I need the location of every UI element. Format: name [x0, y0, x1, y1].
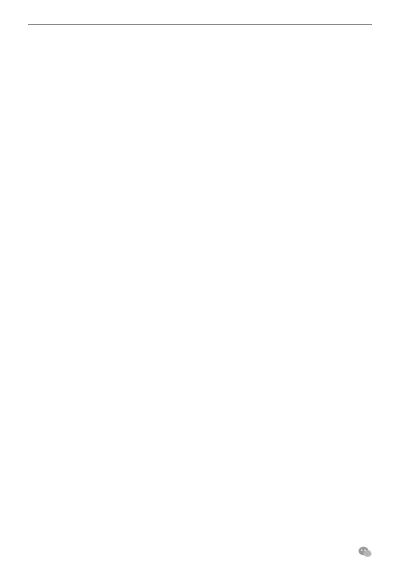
paragraph — [28, 91, 192, 101]
paragraph — [208, 112, 372, 122]
paragraph — [208, 40, 372, 50]
running-header — [28, 10, 372, 25]
paragraph — [208, 122, 372, 132]
paragraph — [208, 101, 372, 111]
paragraph — [28, 50, 192, 60]
paragraph — [208, 30, 372, 40]
paragraph — [208, 132, 372, 142]
paragraph — [28, 81, 192, 91]
paragraph — [28, 30, 192, 40]
paragraph — [208, 81, 372, 91]
paragraph — [208, 142, 372, 152]
paragraph — [28, 71, 192, 81]
paragraph — [28, 122, 192, 132]
two-column-body — [28, 30, 372, 530]
wechat-icon — [358, 546, 372, 558]
paragraph — [208, 61, 372, 71]
paragraph — [28, 61, 192, 71]
paragraph — [208, 91, 372, 101]
watermark — [358, 546, 376, 558]
paragraph — [28, 101, 192, 111]
paragraph — [208, 71, 372, 81]
paragraph — [208, 50, 372, 60]
paragraph — [28, 40, 192, 50]
right-column — [208, 30, 372, 530]
left-column — [28, 30, 192, 530]
paragraph — [28, 112, 192, 122]
